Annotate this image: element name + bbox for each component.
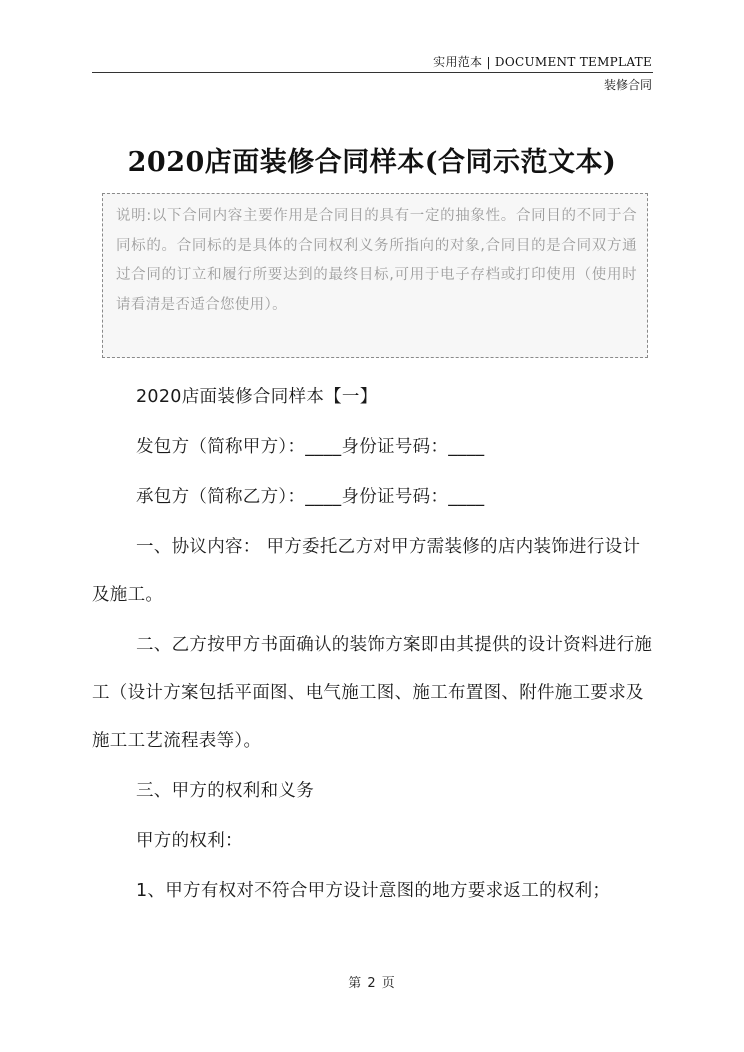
section-heading: 2020店面装修合同样本【一】 bbox=[136, 387, 378, 407]
page-number: 第 2 页 bbox=[348, 976, 396, 991]
rights-heading: 甲方的权利： bbox=[136, 831, 243, 851]
party-a-line: 发包方（简称甲方）：____身份证号码：____ bbox=[136, 437, 485, 457]
header-category-label: 装修合同 bbox=[603, 78, 652, 92]
party-b-line: 承包方（简称乙方）：____身份证号码：____ bbox=[136, 487, 485, 507]
clause-1: 一、协议内容： 甲方委托乙方对甲方需装修的店内装饰进行设计及施工。 bbox=[92, 537, 641, 605]
clause-2: 二、乙方按甲方书面确认的装饰方案即由其提供的设计资料进行施工（设计方案包括平面图、电气施工图、施工布置图、附件施工要求及施工工艺流程表等）。 bbox=[92, 635, 653, 751]
document-title: 2020店面装修合同样本(合同示范文本) bbox=[127, 147, 617, 178]
note-text: 说明:以下合同内容主要作用是合同目的具有一定的抽象性。合同目的不同于合同标的。合同标的是具体的合同权利义务所指向的对象,合同目的是合同双方通过合同的订立和履行所要达到的最终目标,可用于电子存档或打印使用（使用时请看清是否适合您使用）。 bbox=[116, 208, 637, 313]
header-template-label: 实用范本 | DOCUMENT TEMPLATE bbox=[433, 55, 652, 69]
header-divider bbox=[92, 72, 653, 73]
document-body bbox=[92, 385, 657, 929]
clause-3: 三、甲方的权利和义务 bbox=[136, 781, 314, 801]
note-box bbox=[102, 193, 648, 358]
right-1: 1、甲方有权对不符合甲方设计意图的地方要求返工的权利； bbox=[136, 881, 611, 901]
